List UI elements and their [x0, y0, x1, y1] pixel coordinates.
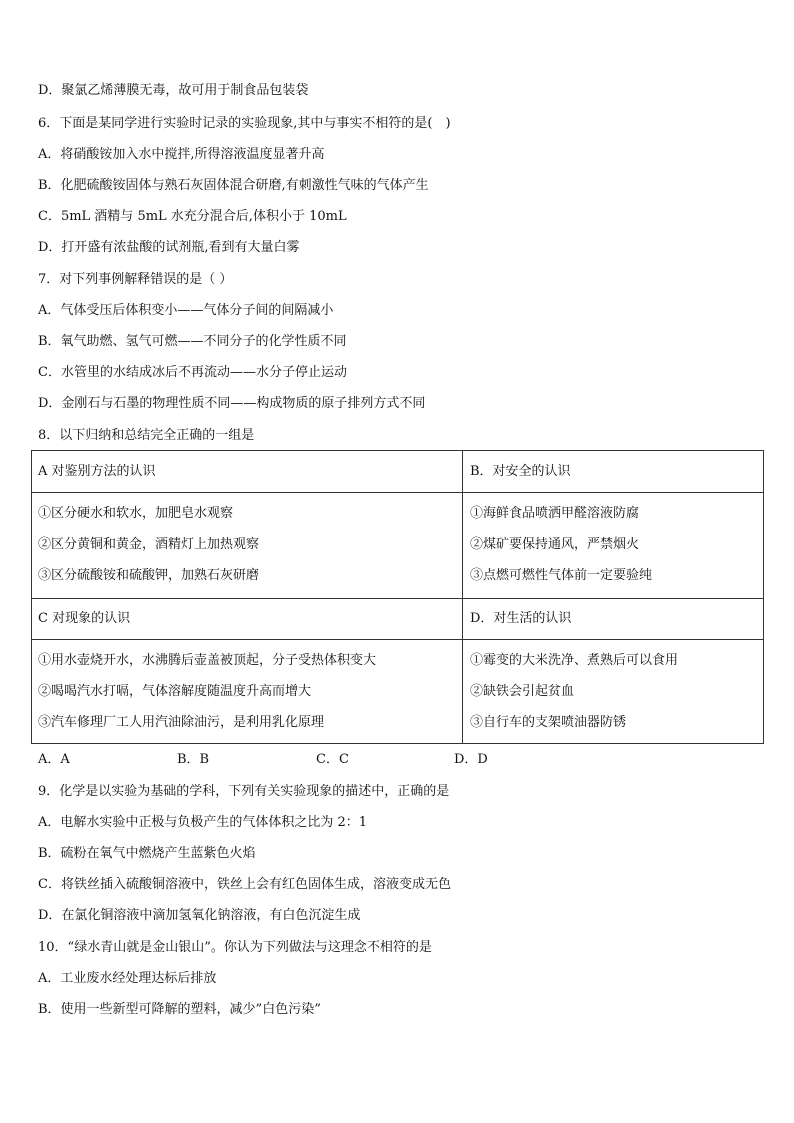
question-7-option-d: D．金刚石与石墨的物理性质不同——构成物质的原子排列方式不同	[38, 396, 426, 411]
cell-d-item: ①霉变的大米洗净、煮熟后可以食用	[470, 653, 679, 668]
question-7-option-b: B．氧气助燃、氢气可燃——不同分子的化学性质不同	[38, 334, 347, 349]
cell-a-item: ②区分黄铜和黄金，酒精灯上加热观察	[38, 537, 260, 552]
question-10-stem: 10．“绿水青山就是金山银山”。你认为下列做法与这理念不相符的是	[38, 940, 432, 955]
cell-c-item: ②喝喝汽水打嗝，气体溶解度随温度升高而增大	[38, 684, 312, 699]
question-8-options	[0, 751, 794, 769]
question-9-option-b: B．硫粉在氧气中燃烧产生蓝紫色火焰	[38, 846, 256, 861]
question-10-option-b: B．使用一些新型可降解的塑料，减少”白色污染”	[38, 1002, 321, 1017]
question-6-option-c: C．5mL 酒精与 5mL 水充分混合后,体积小于 10mL	[38, 209, 347, 224]
question-8-option-a: A．A	[38, 752, 70, 767]
cell-b-header: B．对安全的认识	[470, 464, 571, 479]
option-d-q5: D．聚氯乙烯薄膜无毒，故可用于制食品包装袋	[38, 83, 309, 98]
question-7-option-a: A．气体受压后体积变小——气体分子间的间隔减小	[38, 303, 334, 318]
question-7-option-c: C．水管里的水结成冰后不再流动——水分子停止运动	[38, 365, 347, 380]
table-divider	[32, 492, 763, 493]
cell-b-item: ③点燃可燃性气体前一定要验纯	[470, 568, 653, 583]
question-7-stem: 7．对下列事例解释错误的是（ ）	[38, 272, 233, 287]
question-6-option-d: D．打开盛有浓盐酸的试剂瓶,看到有大量白雾	[38, 240, 300, 255]
question-6-stem: 6．下面是某同学进行实验时记录的实验现象,其中与事实不相符的是( )	[38, 116, 451, 131]
cell-b-item: ①海鲜食品喷洒甲醛溶液防腐	[470, 506, 640, 521]
cell-a-item: ③区分硫酸铵和硫酸钾，加熟石灰研磨	[38, 568, 260, 583]
table-divider	[32, 639, 763, 640]
question-10-option-a: A．工业废水经处理达标后排放	[38, 971, 217, 986]
cell-c-item: ③汽车修理厂工人用汽油除油污，是利用乳化原理	[38, 715, 325, 730]
cell-b-item: ②煤矿要保持通风，严禁烟火	[470, 537, 640, 552]
question-8-stem: 8．以下归纳和总结完全正确的一组是	[38, 428, 255, 443]
cell-c-header: C 对现象的认识	[38, 611, 131, 626]
question-9-option-c: C．将铁丝插入硫酸铜溶液中，铁丝上会有红色固体生成，溶液变成无色	[38, 877, 451, 892]
cell-a-header: A 对鉴别方法的认识	[38, 464, 156, 479]
question-8-table	[31, 450, 764, 744]
question-6-option-a: A．将硝酸铵加入水中搅拌,所得溶液温度显著升高	[38, 147, 325, 162]
table-divider	[32, 598, 763, 599]
question-8-option-c: C．C	[316, 752, 349, 767]
question-9-option-d: D．在氯化铜溶液中滴加氢氧化钠溶液，有白色沉淀生成	[38, 908, 361, 923]
cell-d-item: ③自行车的支架喷油器防锈	[470, 715, 627, 730]
question-9-stem: 9．化学是以实验为基础的学科，下列有关实验现象的描述中，正确的是	[38, 784, 450, 799]
cell-d-header: D．对生活的认识	[470, 611, 572, 626]
cell-c-item: ①用水壶烧开水，水沸腾后壶盖被顶起，分子受热体积变大	[38, 653, 377, 668]
table-divider-vertical	[462, 451, 463, 743]
cell-d-item: ②缺铁会引起贫血	[470, 684, 575, 699]
question-6-option-b: B．化肥硫酸铵固体与熟石灰固体混合研磨,有刺激性气味的气体产生	[38, 178, 429, 193]
cell-a-item: ①区分硬水和软水，加肥皂水观察	[38, 506, 234, 521]
question-9-option-a: A．电解水实验中正极与负极产生的气体体积之比为 2：1	[38, 815, 368, 830]
question-8-option-b: B．B	[177, 752, 210, 767]
question-8-option-d: D．D	[454, 752, 488, 767]
